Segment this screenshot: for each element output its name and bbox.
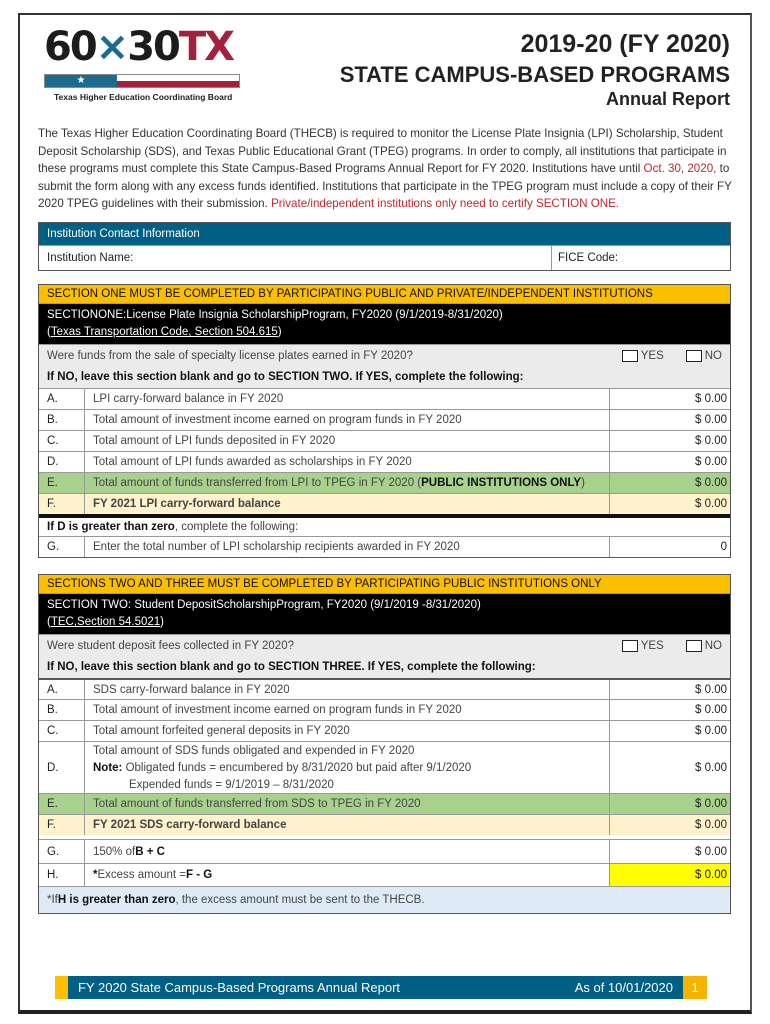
footer-title: FY 2020 State Campus-Based Programs Annual Report (78, 980, 401, 995)
table-row: F. FY 2021 LPI carry-forward balance $ 0.00 (39, 493, 730, 514)
table-row: E. Total amount of funds transferred from SDS to TPEG in FY 2020 $ 0.00 (39, 793, 730, 814)
amount-field[interactable]: $ 0.00 (695, 725, 727, 737)
section-one-instruction: If NO, leave this section blank and go to SECTION TWO. If YES, complete the following: (47, 371, 524, 383)
amount-field[interactable]: $ 0.00 (695, 819, 727, 831)
amount-field[interactable]: $ 0.00 (695, 704, 727, 716)
amount-field[interactable]: $ 0.00 (695, 761, 727, 774)
amount-field[interactable]: $ 0.00 (695, 798, 727, 810)
institution-name-field[interactable]: Institution Name: (39, 246, 552, 270)
amount-field[interactable]: $ 0.00 (695, 498, 727, 510)
page-title: STATE CAMPUS-BASED PROGRAMS (339, 62, 730, 87)
table-row: A. SDS carry-forward balance in FY 2020 $ 0.00 (39, 678, 730, 699)
page-number: 1 (683, 976, 707, 999)
yes-checkbox[interactable]: YES (622, 347, 664, 365)
table-row: C. Total amount of LPI funds deposited in FY 2020 $ 0.00 (39, 430, 730, 451)
amount-field[interactable]: $ 0.00 (695, 435, 727, 447)
table-row: A. LPI carry-forward balance in FY 2020 $ 0.00 (39, 388, 730, 409)
flag-icon: ★ (44, 74, 240, 88)
section-one-title: SECTIONONE:License Plate Insignia ScholarshipProgram, FY2020 (9/1/2019-8/31/2020) (Texas Transportation Code, Section 504.615) (39, 303, 730, 344)
section-one-banner: SECTION ONE MUST BE COMPLETED BY PARTICIPATING PUBLIC AND PRIVATE/INDEPENDENT INSTITUTIONS (39, 285, 730, 303)
amount-field[interactable]: $ 0.00 (695, 393, 727, 405)
table-row: G. Enter the total number of LPI scholarship recipients awarded in FY 2020 0 (39, 536, 730, 557)
amount-field[interactable]: $ 0.00 (695, 845, 727, 858)
table-row: H. * Excess amount = F - G $ 0.00 (39, 863, 730, 886)
table-row: C. Total amount forfeited general deposits in FY 2020 $ 0.00 (39, 720, 730, 741)
recipients-field[interactable]: 0 (720, 541, 727, 553)
contact-header: Institution Contact Information (39, 223, 730, 245)
section-two-question: Were student deposit fees collected in FY 2020? (47, 640, 294, 652)
condition-text: If D is greater than zero , complete the following: (39, 514, 730, 536)
footer (55, 976, 707, 999)
footer-date: As of 10/01/2020 (574, 980, 673, 995)
section-two-title: SECTION TWO: Student DepositScholarshipProgram, FY2020 (9/1/2019 -8/31/2020) (TEC,Section 54.5021) (39, 593, 730, 634)
amount-field[interactable]: $ 0.00 (695, 414, 727, 426)
fice-code-field[interactable]: FICE Code: (558, 252, 619, 264)
section-two-banner: SECTIONS TWO AND THREE MUST BE COMPLETED BY PARTICIPATING PUBLIC INSTITUTIONS ONLY (39, 575, 730, 593)
section-two-ref-link[interactable]: TEC,Section 54.5021 (50, 616, 161, 628)
excess-amount-field[interactable]: $ 0.00 (610, 864, 730, 886)
excess-note: *If H is greater than zero , the excess amount must be sent to the THECB. (39, 886, 730, 913)
amount-field[interactable]: $ 0.00 (695, 477, 727, 489)
no-checkbox[interactable]: NO (686, 637, 722, 655)
yes-checkbox[interactable]: YES (622, 637, 664, 655)
table-row: B. Total amount of investment income earned on program funds in FY 2020 $ 0.00 (39, 699, 730, 720)
section-one (38, 284, 731, 558)
logo: 60×30TX ★ Texas Higher Education Coordinating Board (44, 26, 244, 108)
section-one-ref-link[interactable]: Texas Transportation Code, Section 504.615 (50, 326, 278, 338)
table-row: D. Total amount of LPI funds awarded as scholarships in FY 2020 $ 0.00 (39, 451, 730, 472)
section-two-instruction: If NO, leave this section blank and go to SECTION THREE. If YES, complete the following: (47, 661, 536, 673)
page-subtitle: Annual Report (606, 89, 730, 109)
section-two (38, 574, 731, 914)
intro-paragraph: The Texas Higher Education Coordinating Board (THECB) is required to monitor the License Plate Insignia (LPI) Scholarship, Student Deposit Scholarship (SDS), and Texas Public Educational Grant (TPEG) programs. In order to comply, all institutions that participate in these programs must complete this State Campus-Based Programs Annual Report for FY 2020. Institutions have until Oct. 30, 2020, to submit the form along with any excess funds identified. Institutions that participate in the TPEG program must include a copy of their FY 2020 TPEG guidelines with their submission. Private/independent institutions only need to certify SECTION ONE. (38, 127, 732, 210)
amount-field[interactable]: $ 0.00 (695, 683, 727, 696)
table-row: D. Total amount of SDS funds obligated and expended in FY 2020 Note: Obligated funds = encumbered by 8/31/2020 but paid after 9/1/2020 Expended funds = 9/1/2019 – 8/31/2020 $ 0.00 (39, 741, 730, 793)
table-row: E. Total amount of funds transferred from LPI to TPEG in FY 2020 ( PUBLIC INSTITUTIONS ONLY ) $ 0.00 (39, 472, 730, 493)
table-row: B. Total amount of investment income earned on program funds in FY 2020 $ 0.00 (39, 409, 730, 430)
table-row: G. 150% of B + C $ 0.00 (39, 839, 730, 863)
report-year: 2019-20 (FY 2020) (520, 30, 730, 58)
contact-info-box (38, 222, 731, 271)
amount-field[interactable]: $ 0.00 (695, 456, 727, 468)
table-row: F. FY 2021 SDS carry-forward balance $ 0.00 (39, 814, 730, 835)
no-checkbox[interactable]: NO (686, 347, 722, 365)
section-one-question: Were funds from the sale of specialty license plates earned in FY 2020? (47, 350, 413, 362)
